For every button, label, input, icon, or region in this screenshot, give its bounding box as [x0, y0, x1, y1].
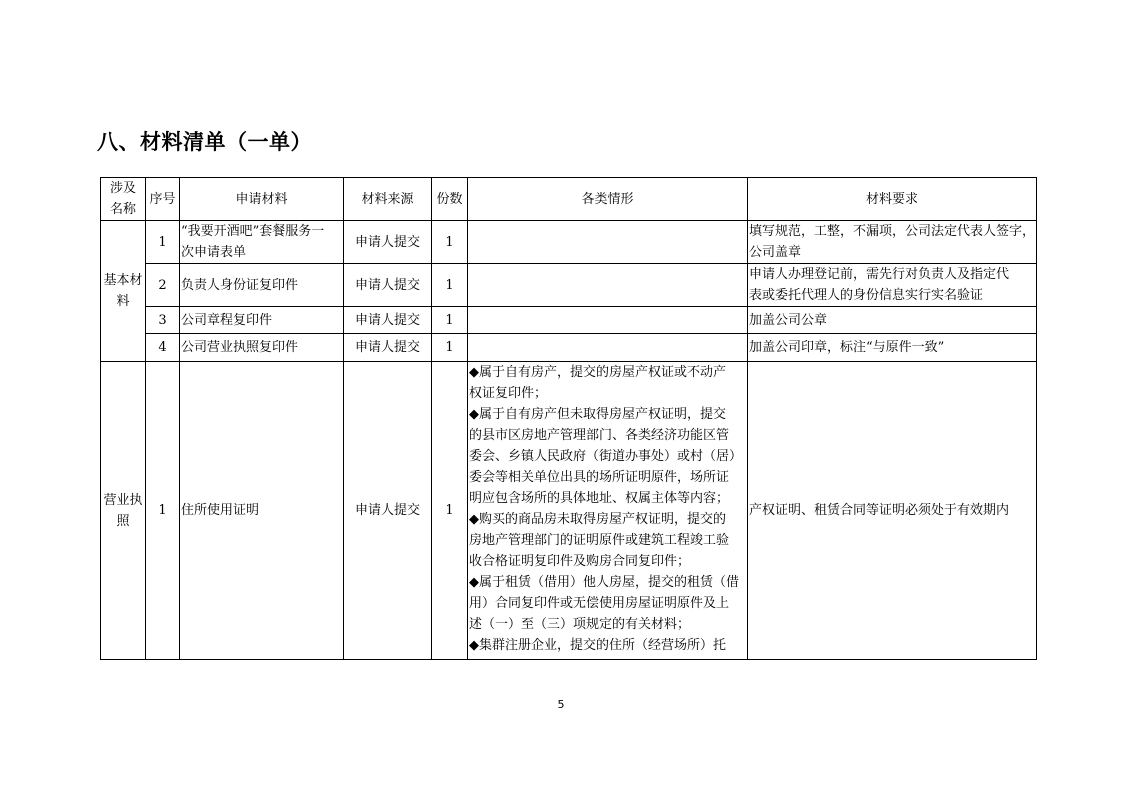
header-source: 材料来源 — [344, 178, 432, 221]
situations-line: 收合格证明复印件及购房合同复印件； — [469, 554, 691, 569]
situations-cell — [468, 221, 748, 264]
requirements-line: 填写规范，工整，不漏项，公司法定代表人签字， — [749, 224, 1036, 239]
header-index: 序号 — [146, 178, 180, 221]
page-number: 5 — [557, 698, 565, 711]
source-cell: 申请人提交 — [344, 221, 432, 264]
source-cell: 申请人提交 — [344, 362, 432, 660]
header-situations: 各类情形 — [468, 178, 748, 221]
situations-line: 权证复印件； — [469, 386, 548, 401]
table-row — [101, 362, 1037, 660]
copies-cell: 1 — [432, 362, 468, 660]
copies-cell: 1 — [432, 334, 468, 362]
section-title: 八、材料清单（一单） — [97, 130, 312, 154]
index-cell: 2 — [146, 264, 180, 307]
situations-line: 委会等相关单位出具的场所证明原件，场所证 — [469, 470, 730, 485]
situations-line: 的县市区房地产管理部门、各类经济功能区管 — [469, 428, 730, 443]
situations-line: 房地产管理部门的证明原件或建筑工程竣工验 — [469, 533, 730, 548]
category-line: 营业执 — [103, 492, 143, 508]
requirements-line: 表或委托代理人的身份信息实行实名验证 — [749, 288, 984, 303]
situations-line: 述（一）至（三）项规定的有关材料； — [469, 617, 691, 632]
table-row — [101, 334, 1037, 362]
situations-cell — [468, 264, 748, 307]
copies-cell: 1 — [432, 264, 468, 307]
requirements-line: 申请人办理登记前，需先行对负责人及指定代 — [749, 267, 1010, 282]
situations-line: ◆属于自有房产但未取得房屋产权证明，提交 — [469, 407, 726, 422]
situations-line: ◆购买的商品房未取得房屋产权证明，提交的 — [469, 512, 726, 527]
situations-line: ◆属于租赁（借用）他人房屋，提交的租赁（借 — [469, 575, 739, 590]
source-cell: 申请人提交 — [344, 334, 432, 362]
table-row — [101, 307, 1037, 334]
material-cell: 公司营业执照复印件 — [180, 334, 344, 362]
situations-line: 明应包含场所的具体地址、权属主体等内容； — [469, 491, 730, 506]
situations-line: 用）合同复印件或无偿使用房屋证明原件及上 — [469, 596, 730, 611]
situations-cell — [468, 307, 748, 334]
header-category-line: 涉及 — [109, 181, 136, 196]
material-line: 次申请表单 — [181, 245, 247, 260]
category-cell — [101, 362, 146, 660]
material-cell — [180, 221, 344, 264]
situations-line: 委会、乡镇人民政府（街道办事处）或村（居） — [469, 449, 743, 464]
index-cell: 1 — [146, 362, 180, 660]
material-cell: 负责人身份证复印件 — [180, 264, 344, 307]
category-line: 料 — [116, 294, 130, 309]
situations-cell — [468, 334, 748, 362]
header-copies: 份数 — [432, 178, 468, 221]
source-cell: 申请人提交 — [344, 307, 432, 334]
index-cell: 3 — [146, 307, 180, 334]
materials-table — [100, 177, 1037, 660]
material-cell: 公司章程复印件 — [180, 307, 344, 334]
requirements-line: 公司盖章 — [749, 245, 802, 260]
table-row — [101, 264, 1037, 307]
source-cell: 申请人提交 — [344, 264, 432, 307]
requirements-cell — [748, 264, 1037, 307]
category-line: 基本材 — [103, 273, 143, 288]
requirements-cell: 产权证明、租赁合同等证明必须处于有效期内 — [748, 362, 1037, 660]
situations-cell — [468, 362, 748, 660]
index-cell: 1 — [146, 221, 180, 264]
situations-line: ◆属于自有房产，提交的房屋产权证或不动产 — [469, 365, 726, 380]
category-line: 照 — [116, 513, 130, 529]
requirements-cell — [748, 221, 1037, 264]
header-requirements: 材料要求 — [748, 178, 1037, 221]
header-row — [101, 178, 1037, 221]
index-cell: 4 — [146, 334, 180, 362]
header-category-line: 名称 — [109, 202, 136, 217]
requirements-cell: 加盖公司公章 — [748, 307, 1037, 334]
requirements-cell: 加盖公司印章，标注“与原件一致” — [748, 334, 1037, 362]
header-category — [101, 178, 146, 221]
copies-cell: 1 — [432, 221, 468, 264]
copies-cell: 1 — [432, 307, 468, 334]
situations-line: ◆集群注册企业，提交的住所（经营场所）托 — [469, 638, 726, 653]
table-row — [101, 221, 1037, 264]
material-line: “我要开酒吧”套餐服务一 — [181, 224, 325, 239]
header-material: 申请材料 — [180, 178, 344, 221]
category-cell — [101, 221, 146, 362]
material-cell: 住所使用证明 — [180, 362, 344, 660]
